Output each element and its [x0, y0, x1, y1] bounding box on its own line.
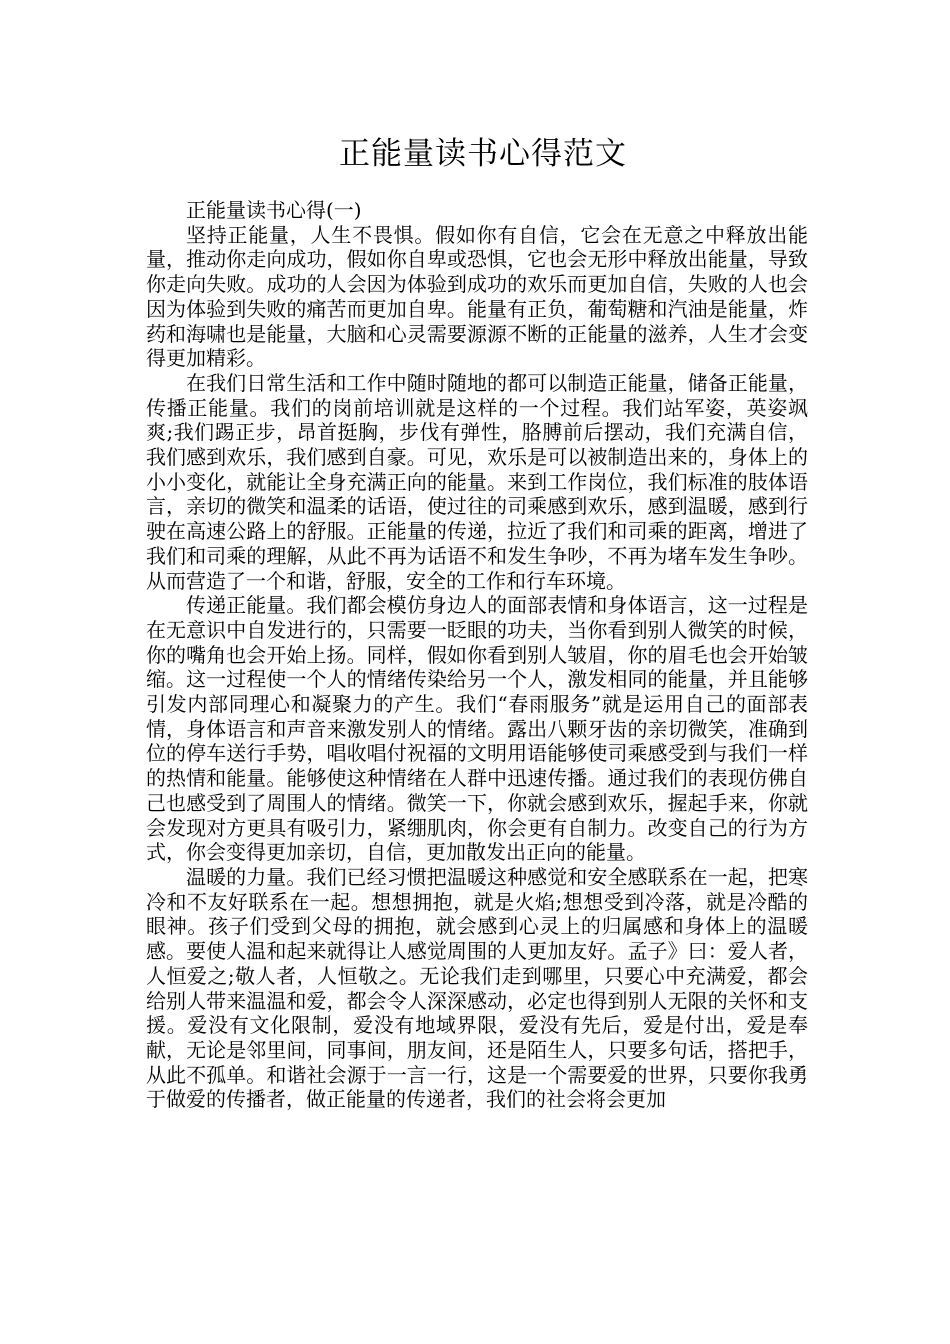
- paragraph-2: 在我们日常生活和工作中随时随地的都可以制造正能量，储备正能量，传播正能量。我们的岗前培训就是这样的一个过程。我们站军姿，英姿飒爽;我们踢正步，昂首挺胸，步伐有弹性，胳膊前后摆动，我们充满自信，我们感到欢乐，我们感到自豪。可见，欢乐是可以被制造出来的，身体上的小小变化，就能让全身充满正向的能量。来到工作岗位，我们标准的肢体语言，亲切的微笑和温柔的话语，使过往的司乘感到欢乐，感到温暖，感到行驶在高速公路上的舒服。正能量的传递，拉近了我们和司乘的距离，增进了我们和司乘的理解，从此不再为话语不和发生争吵，不再为堵车发生争吵。从而营造了一个和谐，舒服，安全的工作和行车环境。: [146, 370, 808, 593]
- section-heading: 正能量读书心得(一): [186, 198, 362, 222]
- page-title: 正能量读书心得范文: [339, 136, 627, 172]
- document-page: [146, 0, 808, 1112]
- document-body: [146, 198, 808, 1112]
- paragraph-3: 传递正能量。我们都会模仿身边人的面部表情和身体语言，这一过程是在无意识中自发进行的，只需要一眨眼的功夫，当你看到别人微笑的时候，你的嘴角也会开始上扬。同样，假如你看到别人皱眉，你的眉毛也会开始皱缩。这一过程使一个人的情绪传染给另一个人，激发相同的能量，并且能够引发内部同理心和凝聚力的产生。我们“春雨服务”就是运用自己的面部表情，身体语言和声音来激发别人的情绪。露出八颗牙齿的亲切微笑，准确到位的停车送行手势，唱收唱付祝福的文明用语能够使司乘感受到与我们一样的热情和能量。能够使这种情绪在人群中迅速传播。通过我们的表现仿佛自己也感受到了周围人的情绪。微笑一下，你就会感到欢乐，握起手来，你就会发现对方更具有吸引力，紧绷肌肉，你会更有自制力。改变自己的行为方式，你会变得更加亲切，自信，更加散发出正向的能量。: [146, 593, 808, 865]
- paragraph-4: 温暖的力量。我们已经习惯把温暖这种感觉和安全感联系在一起，把寒冷和不友好联系在一起。想想拥抱，就是火焰;想想受到冷落，就是冷酷的眼神。孩子们受到父母的拥抱，就会感到心灵上的归属感和身体上的温暖感。要使人温和起来就得让人感觉周围的人更加友好。孟子》曰：爱人者，人恒爱之;敬人者，人恒敬之。无论我们走到哪里，只要心中充满爱，都会给别人带来温温和爱，都会令人深深感动，必定也得到别人无限的关怀和支援。爱没有文化限制，爱没有地域界限，爱没有先后，爱是付出，爱是奉献，无论是邻里间，同事间，朋友间，还是陌生人，只要多句话，搭把手，从此不孤单。和谐社会源于一言一行，这是一个需要爱的世界，只要你我勇于做爱的传播者，做正能量的传递者，我们的社会将会更加: [146, 864, 808, 1112]
- paragraph-1: 坚持正能量，人生不畏惧。假如你有自信，它会在无意之中释放出能量，推动你走向成功，假如你自卑或恐惧，它也会无形中释放出能量，导致你走向失败。成功的人会因为体验到成功的欢乐而更加自信，失败的人也会因为体验到失败的痛苦而更加自卑。能量有正负，葡萄糖和汽油是能量，炸药和海啸也是能量，大脑和心灵需要源源不断的正能量的滋养，人生才会变得更加精彩。: [146, 222, 808, 371]
